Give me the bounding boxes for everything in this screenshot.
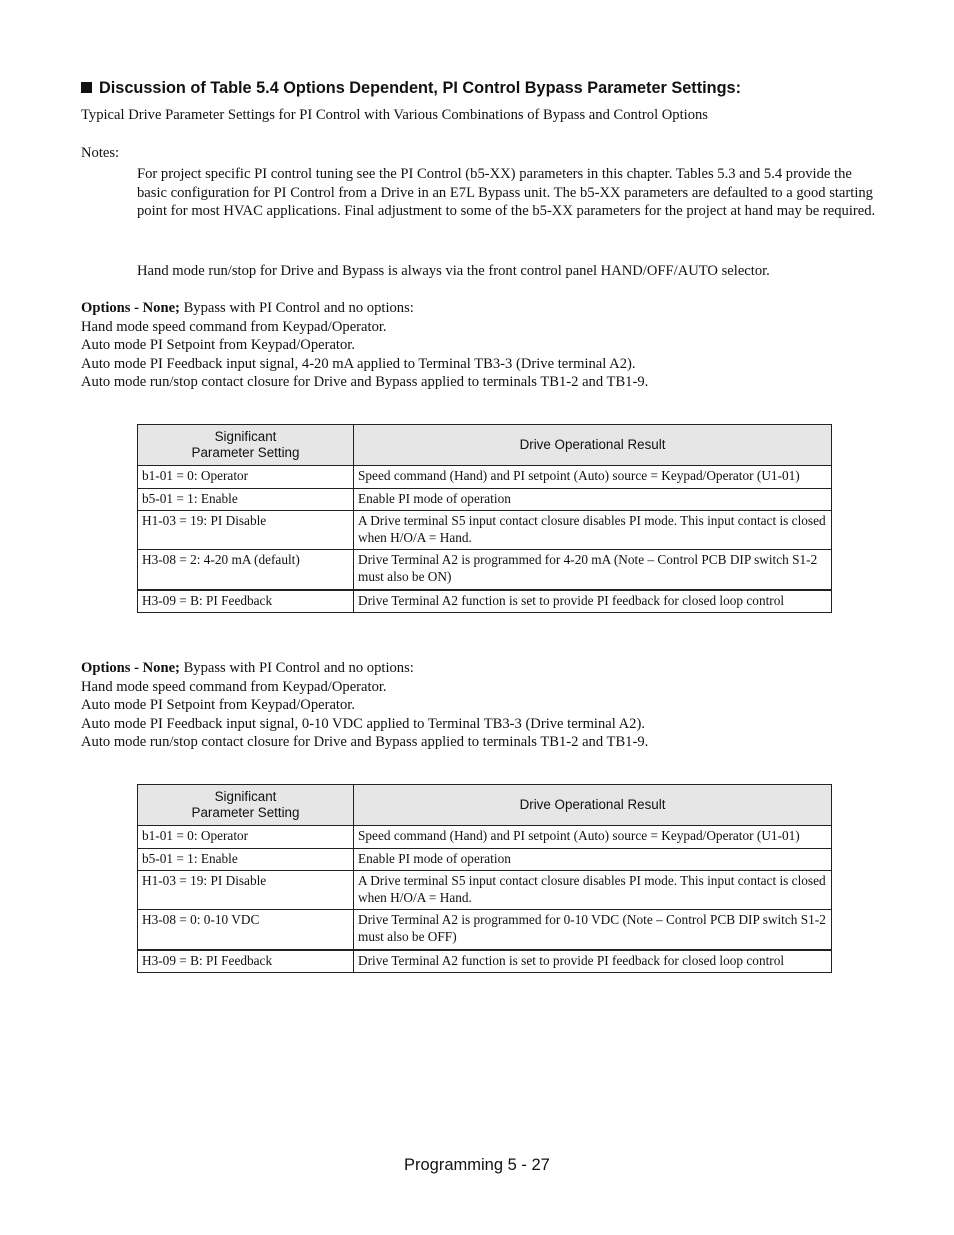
- result-cell: Drive Terminal A2 is programmed for 0-10 VDC (Note – Control PCB DIP switch S1-2 must also be OFF): [354, 910, 832, 950]
- options-detail-line: Auto mode PI Feedback input signal, 0-10 VDC applied to Terminal TB3-3 (Drive terminal A2).: [81, 715, 645, 732]
- section-heading-text: Discussion of Table 5.4 Options Dependent, PI Control Bypass Parameter Settings:: [99, 79, 742, 97]
- table-row: [138, 466, 832, 489]
- options-detail-line: Auto mode PI Setpoint from Keypad/Operator.: [81, 337, 355, 354]
- table-row: [138, 950, 832, 973]
- table-row: [138, 590, 832, 613]
- result-cell: Enable PI mode of operation: [354, 848, 832, 871]
- result-cell: Drive Terminal A2 function is set to provide PI feedback for closed loop control: [354, 590, 832, 613]
- notes-paragraph-2: Hand mode run/stop for Drive and Bypass is always via the front control panel HAND/OFF/AUTO selector.: [137, 263, 770, 279]
- options-detail-line: Auto mode run/stop contact closure for Drive and Bypass applied to terminals TB1-2 and TB1-9.: [81, 374, 649, 391]
- result-cell: Drive Terminal A2 is programmed for 4-20 mA (Note – Control PCB DIP switch S1-2 must also be ON): [354, 550, 832, 590]
- table-row: [138, 511, 832, 550]
- options-detail-line: Hand mode speed command from Keypad/Operator.: [81, 678, 387, 695]
- parameter-table-2: [137, 784, 832, 973]
- notes-label: Notes:: [81, 145, 120, 161]
- parameter-table-1: [137, 424, 832, 613]
- options-rest: Bypass with PI Control and no options:: [179, 660, 414, 676]
- header-significant-parameter: Significant Parameter Setting: [138, 425, 354, 466]
- header-significant-parameter: Significant Parameter Setting: [138, 785, 354, 826]
- square-bullet-icon: [81, 82, 92, 93]
- result-cell: A Drive terminal S5 input contact closure disables PI mode. This input contact is closed when H/O/A = Hand.: [354, 871, 832, 910]
- header-drive-result: Drive Operational Result: [354, 425, 832, 466]
- options-detail-line: Auto mode PI Feedback input signal, 4-20 mA applied to Terminal TB3-3 (Drive terminal A2).: [81, 355, 636, 372]
- subtitle: Typical Drive Parameter Settings for PI Control with Various Combinations of Bypass and Control Options: [81, 107, 708, 123]
- param-cell: H1-03 = 19: PI Disable: [138, 871, 354, 910]
- options-line: [81, 659, 648, 678]
- result-cell: Speed command (Hand) and PI setpoint (Auto) source = Keypad/Operator (U1-01): [354, 466, 832, 489]
- table-row: [138, 871, 832, 910]
- table-row: [138, 488, 832, 511]
- table-header-row: [138, 425, 832, 466]
- options-block-2: [81, 659, 648, 752]
- section-heading: [81, 79, 741, 98]
- table-header-row: [138, 785, 832, 826]
- result-cell: Drive Terminal A2 function is set to provide PI feedback for closed loop control: [354, 950, 832, 973]
- options-detail-line: Auto mode PI Setpoint from Keypad/Operator.: [81, 697, 355, 714]
- table-row: [138, 826, 832, 849]
- table-row: [138, 848, 832, 871]
- options-line: [81, 299, 648, 318]
- param-cell: b1-01 = 0: Operator: [138, 466, 354, 489]
- options-rest: Bypass with PI Control and no options:: [179, 300, 414, 316]
- options-bold: Options - None;: [81, 300, 180, 316]
- param-cell: H3-08 = 2: 4-20 mA (default): [138, 550, 354, 590]
- param-cell: H3-09 = B: PI Feedback: [138, 590, 354, 613]
- result-cell: A Drive terminal S5 input contact closure disables PI mode. This input contact is closed when H/O/A = Hand.: [354, 511, 832, 550]
- table-row: [138, 910, 832, 950]
- param-cell: H1-03 = 19: PI Disable: [138, 511, 354, 550]
- options-bold: Options - None;: [81, 660, 180, 676]
- param-cell: b5-01 = 1: Enable: [138, 848, 354, 871]
- result-cell: Speed command (Hand) and PI setpoint (Auto) source = Keypad/Operator (U1-01): [354, 826, 832, 849]
- page-footer: Programming 5 - 27: [404, 1156, 550, 1174]
- table-row: [138, 550, 832, 590]
- options-detail-line: Hand mode speed command from Keypad/Operator.: [81, 318, 387, 335]
- param-cell: b5-01 = 1: Enable: [138, 488, 354, 511]
- options-block-1: [81, 299, 648, 392]
- param-cell: H3-09 = B: PI Feedback: [138, 950, 354, 973]
- options-detail-line: Auto mode run/stop contact closure for Drive and Bypass applied to terminals TB1-2 and TB1-9.: [81, 734, 649, 751]
- result-cell: Enable PI mode of operation: [354, 488, 832, 511]
- param-cell: H3-08 = 0: 0-10 VDC: [138, 910, 354, 950]
- param-cell: b1-01 = 0: Operator: [138, 826, 354, 849]
- notes-paragraph-1: For project specific PI control tuning see the PI Control (b5-XX) parameters in this chapter. Tables 5.3 and 5.4 provide the basic configuration for PI Control from a Drive in an E7L Bypass unit. The b5-XX parameters are defaulted to a good starting point for most HVAC applications. Final adjustment to some of the b5-XX parameters for the project at hand may be required.: [137, 166, 876, 220]
- header-drive-result: Drive Operational Result: [354, 785, 832, 826]
